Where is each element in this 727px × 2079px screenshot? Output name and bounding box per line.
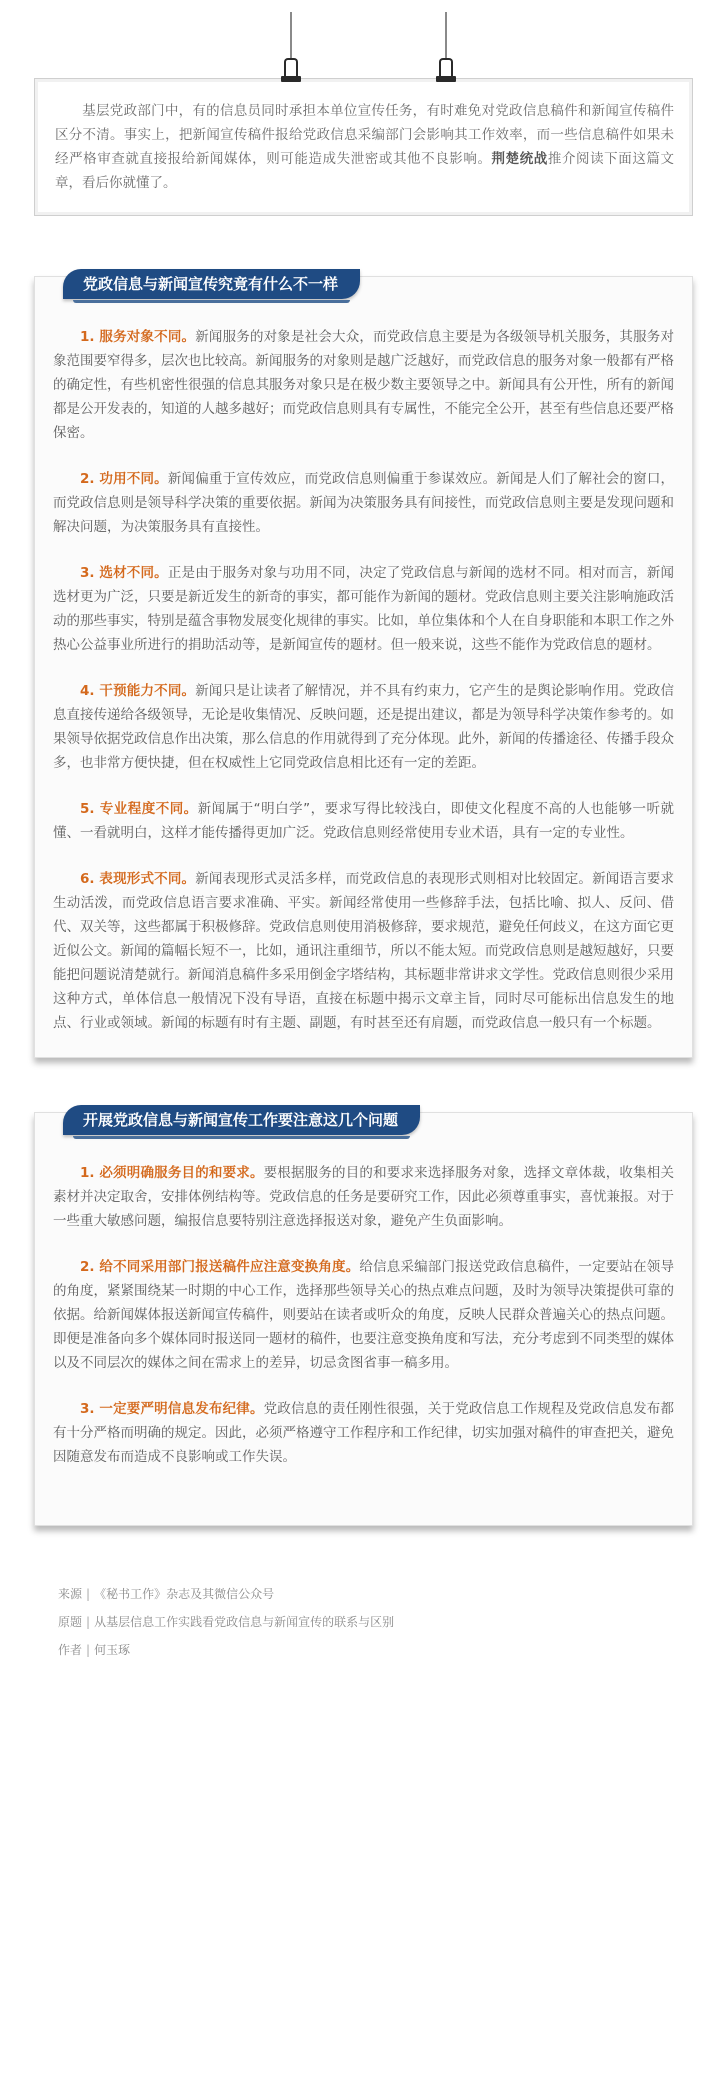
section-title: 党政信息与新闻宣传究竟有什么不一样	[63, 269, 360, 299]
author-value: 何玉琢	[94, 1643, 131, 1657]
item-heading: 3. 一定要严明信息发布纪律。	[80, 1401, 264, 1417]
item-body: 给信息采编部门报送党政信息稿件，一定要站在领导的角度，紧紧围绕某一时期的中心工作，选择那些领导关心的热点难点问题，及时为领导决策提供可靠的依据。给新闻媒体报送新闻宣传稿件，则要站在读者或听众的角度，反映人民群众普遍关心的热点问题。即便是准备向多个媒体同时报送同一题材的稿件，也要注意变换角度和写法，充分考虑到不同类型的媒体以及不同层次的媒体之间在需求上的差异，切忌贪图省事一稿多用。	[53, 1259, 674, 1371]
item-body: 新闻只是让读者了解情况，并不具有约束力，它产生的是舆论影响作用。党政信息直接传递给各级领导，无论是收集情况、反映问题，还是提出建议，都是为领导科学决策作参考的。如果领导依据党政信息作出决策，那么信息的作用就得到了充分体现。此外，新闻的传播途径、传播手段众多，也非常方便快捷，但在权威性上它同党政信息相比还有一定的差距。	[53, 683, 674, 771]
original-title-line	[58, 1608, 693, 1636]
item-heading: 5. 专业程度不同。	[80, 801, 198, 817]
item-body: 党政信息的责任刚性很强，关于党政信息工作规程及党政信息发布都有十分严格而明确的规定。因此，必须严格遵守工作程序和工作纪律，切实加强对稿件的审查把关，避免因随意发布而造成不良影响或工作失误。	[53, 1401, 674, 1465]
list-item	[53, 467, 674, 539]
item-body: 要根据服务的目的和要求来选择服务对象，选择文章体裁，收集相关素材并决定取舍，安排体例结构等。党政信息的任务是要研究工作，因此必须尊重事实，喜忧兼报。对于一些重大敏感问题，编报信息要特别注意选择报送对象，避免产生负面影响。	[53, 1165, 674, 1229]
source-value: 《秘书工作》杂志及其微信公众号	[94, 1587, 275, 1601]
list-item	[53, 797, 674, 845]
section-title: 开展党政信息与新闻宣传工作要注意这几个问题	[63, 1105, 420, 1135]
item-body: 新闻表现形式灵活多样，而党政信息的表现形式则相对比较固定。新闻语言要求生动活泼，而党政信息语言要求准确、平实。新闻经常使用一些修辞手法，包括比喻、拟人、反问、借代、双关等，这些都属于积极修辞。党政信息则使用消极修辞，要求规范，避免任何歧义，在这方面它更近似公文。新闻的篇幅长短不一，比如，通讯注重细节，所以不能太短。而党政信息则是越短越好，只要能把问题说清楚就行。新闻消息稿件多采用倒金字塔结构，其标题非常讲求文学性。党政信息则很少采用这种方式，单体信息一般情况下没有导语，直接在标题中揭示文章主旨，同时尽可能标出信息发生的地点、行业或领域。新闻的标题有时有主题、副题，有时甚至还有肩题，而党政信息一般只有一个标题。	[53, 871, 674, 1031]
section-differences	[34, 276, 693, 1058]
item-body: 新闻服务的对象是社会大众，而党政信息主要是为各级领导机关服务，其服务对象范围要窄得多，层次也比较高。新闻服务的对象则是越广泛越好，而党政信息的服务对象一般都有严格的确定性，有些机密性很强的信息其服务对象只是在极少数主要领导之中。新闻具有公开性，所有的新闻都是公开发表的，知道的人越多越好；而党政信息则具有专属性，不能完全公开，甚至有些信息还要严格保密。	[53, 329, 674, 441]
original-value: 从基层信息工作实践看党政信息与新闻宣传的联系与区别	[94, 1615, 395, 1629]
section-notices	[34, 1112, 693, 1526]
item-heading: 4. 干预能力不同。	[80, 683, 196, 699]
list-item	[53, 1255, 674, 1375]
item-heading: 3. 选材不同。	[80, 565, 168, 581]
binder-clip-icon	[439, 58, 453, 76]
list-item	[53, 679, 674, 775]
item-heading: 2. 功用不同。	[80, 471, 168, 487]
item-body: 正是由于服务对象与功用不同，决定了党政信息与新闻的选材不同。相对而言，新闻选材更为广泛，只要是新近发生的新奇的事实，都可能作为新闻的题材。党政信息则主要关注影响施政活动的那些事实，特别是蕴含事物发展变化规律的事实。比如，单位集体和个人在自身职能和本职工作之外热心公益事业所进行的捐助活动等，是新闻宣传的题材。但一般来说，这些不能作为党政信息的题材。	[53, 565, 674, 653]
hanging-string-right	[445, 12, 447, 60]
list-item	[53, 867, 674, 1035]
source-line	[58, 1580, 693, 1608]
item-body: 新闻属于“明白学”，要求写得比较浅白，即使文化程度不高的人也能够一听就懂、一看就明白，这样才能传播得更加广泛。党政信息则经常使用专业术语，具有一定的专业性。	[53, 801, 674, 841]
hanging-decoration	[0, 0, 727, 78]
separator: |	[86, 1587, 91, 1601]
intro-card	[34, 78, 693, 216]
hanging-string-left	[290, 12, 292, 60]
separator: |	[86, 1643, 91, 1657]
list-item	[53, 561, 674, 657]
item-body: 新闻偏重于宣传效应，而党政信息则偏重于参谋效应。新闻是人们了解社会的窗口，而党政信息则是领导科学决策的重要依据。新闻为决策服务具有间接性，而党政信息则主要是发现问题和解决问题，为决策服务具有直接性。	[53, 471, 674, 535]
list-item	[53, 1397, 674, 1469]
intro-text: 基层党政部门中，有的信息员同时承担本单位宣传任务，有时难免对党政信息稿件和新闻宣传稿件区分不清。事实上，把新闻宣传稿件报给党政信息采编部门会影响其工作效率，而一些信息稿件如果未经严格审查就直接报给新闻媒体，则可能造成失泄密或其他不良影响。	[55, 103, 674, 167]
source-label: 来源	[58, 1587, 83, 1601]
list-item	[53, 325, 674, 445]
list-item	[53, 1161, 674, 1233]
intro-highlight: 荆楚统战	[491, 151, 548, 167]
item-heading: 1. 必须明确服务目的和要求。	[80, 1165, 264, 1181]
item-heading: 1. 服务对象不同。	[80, 329, 196, 345]
item-heading: 2. 给不同采用部门报送稿件应注意变换角度。	[80, 1259, 360, 1275]
author-line	[58, 1636, 693, 1664]
binder-clip-icon	[284, 58, 298, 76]
source-footer	[58, 1580, 693, 1664]
separator: |	[86, 1615, 91, 1629]
original-label: 原题	[58, 1615, 83, 1629]
item-heading: 6. 表现形式不同。	[80, 871, 196, 887]
author-label: 作者	[58, 1643, 83, 1657]
intro-text-tail: 推介阅读下面这篇文章，看后你就懂了。	[55, 151, 675, 191]
